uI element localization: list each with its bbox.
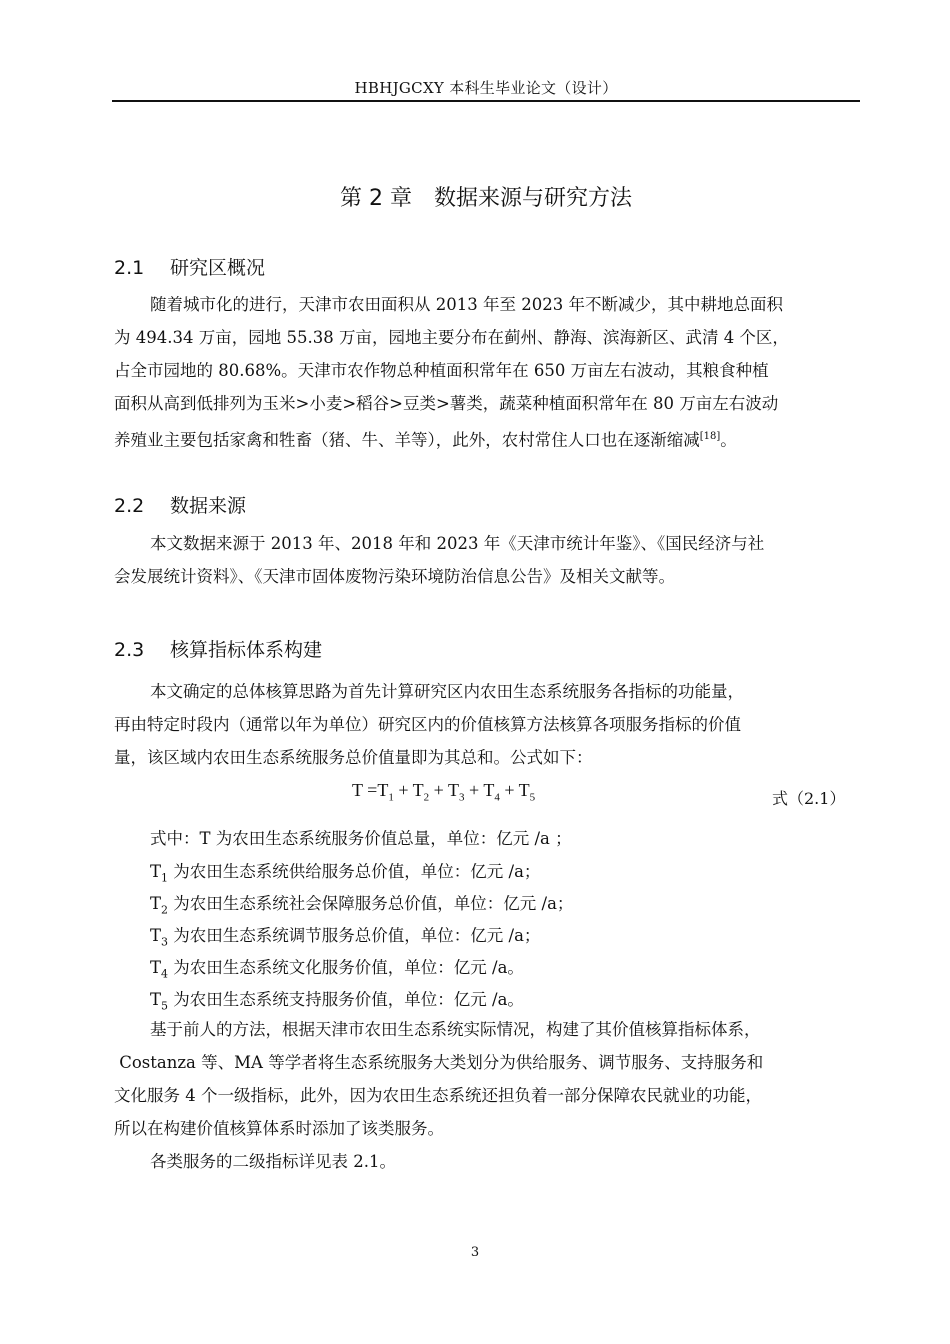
citation-ref: [18] xyxy=(699,431,721,442)
eq-lhs: T xyxy=(352,780,363,800)
text-line: 为 494.34 万亩，园地 55.38 万亩，园地主要分布在蓟州、静海、滨海新区、武清 4 个区， xyxy=(114,328,789,347)
equation-label: 式（2.1） xyxy=(772,789,846,808)
section-number: 2.3 xyxy=(114,639,145,661)
eq-subscript: 4 xyxy=(494,791,500,804)
def-subscript: 1 xyxy=(161,871,169,885)
eq-subscript: 3 xyxy=(458,791,465,804)
running-header: HBHJGCXY 本科生毕业论文（设计） xyxy=(354,79,618,97)
section-heading-2-3 xyxy=(114,635,322,662)
text-line: 各类服务的二级指标详见表 2.1。 xyxy=(150,1152,396,1171)
section-title: 研究区概况 xyxy=(170,257,266,279)
eq-plus: + xyxy=(429,780,448,800)
section-title: 数据来源 xyxy=(170,495,247,517)
def-text: 为农田生态系统调节服务总价值，单位：亿元 /a； xyxy=(168,926,541,945)
text-line: 所以在构建价值核算体系时添加了该类服务。 xyxy=(114,1119,444,1138)
section-title: 核算指标体系构建 xyxy=(170,639,323,661)
text-line: 本文确定的总体核算思路为首先计算研究区内农田生态系统服务各指标的功能量， xyxy=(150,682,744,701)
definition-line: 式中：T 为农田生态系统服务价值总量，单位：亿元 /a ； xyxy=(150,829,572,848)
paragraph-indicator-system xyxy=(114,1013,862,1145)
eq-term: T xyxy=(518,780,530,800)
text-line: 会发展统计资料》、《天津市固体废物污染环境防治信息公告》及相关文献等。 xyxy=(114,567,675,586)
section-number: 2.2 xyxy=(114,495,145,517)
def-subscript: 5 xyxy=(161,999,169,1013)
definition-line xyxy=(150,890,573,916)
eq-term: T xyxy=(412,780,424,800)
section-heading-2-2 xyxy=(114,491,246,518)
eq-term: T xyxy=(483,780,495,800)
text-line: 基于前人的方法，根据天津市农田生态系统实际情况，构建了其价值核算指标体系， xyxy=(150,1020,761,1039)
eq-plus: + xyxy=(393,780,413,800)
def-text: 为农田生态系统供给服务总价值，单位：亿元 /a； xyxy=(168,862,541,881)
text-line: 文化服务 4 个一级指标，此外，因为农田生态系统还担负着一部分保障农民就业的功能， xyxy=(114,1086,762,1105)
eq-sign: = xyxy=(362,780,378,800)
def-subscript: 2 xyxy=(161,903,169,917)
def-subscript: 3 xyxy=(161,935,169,949)
eq-plus: + xyxy=(499,780,519,800)
text-line xyxy=(114,420,862,457)
header-rule xyxy=(112,100,860,102)
eq-plus: + xyxy=(464,780,484,800)
eq-subscript: 1 xyxy=(388,791,394,804)
section-heading-2-1 xyxy=(114,253,265,280)
def-symbol: T xyxy=(150,862,162,881)
text-line: Costanza 等、MA 等学者将生态系统服务大类划分为供给服务、调节服务、支持服务和 xyxy=(114,1053,764,1072)
definition-line xyxy=(150,922,540,948)
text-line: 本文数据来源于 2013 年、2018 年和 2023 年《天津市统计年鉴》、《国民经济与社 xyxy=(150,534,765,553)
eq-subscript: 2 xyxy=(423,791,430,804)
definition-line xyxy=(150,954,524,980)
paragraph-method xyxy=(114,675,862,774)
def-text: 为农田生态系统文化服务价值，单位：亿元 /a。 xyxy=(168,958,524,977)
section-number: 2.1 xyxy=(114,257,145,279)
text-line-content: 养殖业主要包括家禽和牲畜（猪、牛、羊等），此外，农村常住人口也在逐渐缩减 xyxy=(114,430,700,450)
chapter-title: 数据来源与研究方法 xyxy=(433,186,632,211)
paragraph-study-area xyxy=(114,288,862,457)
page-number: 3 xyxy=(470,1245,480,1260)
text-line: 再由特定时段内（通常以年为单位）研究区内的价值核算方法核算各项服务指标的价值 xyxy=(114,715,741,734)
text-line: 量，该区域内农田生态系统服务总价值量即为其总和。公式如下： xyxy=(114,748,593,767)
text-line: 面积从高到低排列为玉米>小麦>稻谷>豆类>薯类，蔬菜种植面积常年在 80 万亩左右波动 xyxy=(114,394,779,413)
def-symbol: T xyxy=(150,958,162,977)
def-subscript: 4 xyxy=(161,967,169,981)
definition-line xyxy=(150,858,540,884)
chapter-number: 第 2 章 xyxy=(340,186,412,211)
chapter-heading xyxy=(112,181,860,212)
text-line-end: 。 xyxy=(720,430,737,450)
text-line: 占全市园地的 80.68%。天津市农作物总种植面积常年在 650 万亩左右波动，其粮食种植 xyxy=(114,361,769,380)
def-symbol: T xyxy=(150,894,162,913)
eq-term: T xyxy=(377,780,389,800)
eq-subscript: 5 xyxy=(529,791,536,804)
definition-line xyxy=(150,986,524,1012)
def-symbol: T xyxy=(150,926,162,945)
paragraph-table-ref xyxy=(114,1145,862,1178)
text-line: 随着城市化的进行，天津市农田面积从 2013 年至 2023 年不断减少，其中耕地总面积 xyxy=(150,295,783,314)
equation-total-value xyxy=(352,780,535,804)
def-text: 为农田生态系统支持服务价值，单位：亿元 /a。 xyxy=(168,990,524,1009)
def-symbol: T xyxy=(150,990,162,1009)
def-text: 为农田生态系统社会保障服务总价值，单位：亿元 /a； xyxy=(168,894,574,913)
paragraph-data-sources xyxy=(114,527,862,593)
eq-term: T xyxy=(447,780,459,800)
